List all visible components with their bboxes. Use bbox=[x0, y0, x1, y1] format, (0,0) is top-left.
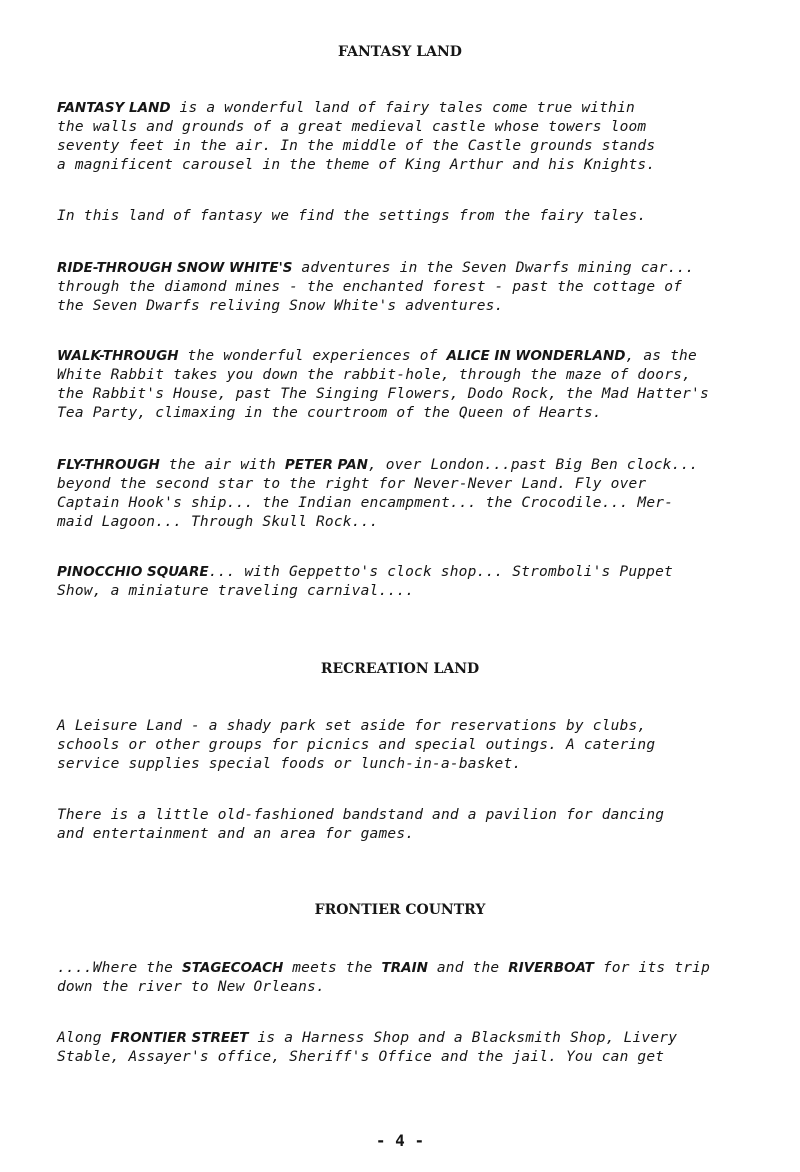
text-line: Show, a miniature traveling carnival.... bbox=[57, 583, 415, 599]
text-line: maid Lagoon... Through Skull Rock... bbox=[57, 514, 379, 530]
text-line: seventy feet in the air. In the middle of the Castle grounds stands bbox=[57, 138, 656, 154]
paragraph-pinocchio bbox=[57, 563, 792, 601]
emphasis-train: TRAIN bbox=[381, 960, 428, 976]
emphasis-riverboat: RIVERBOAT bbox=[508, 960, 594, 976]
text-line: adventures in the Seven Dwarfs mining car... bbox=[292, 260, 695, 276]
paragraph-stagecoach bbox=[57, 959, 792, 997]
paragraph-frontier-street bbox=[57, 1029, 792, 1067]
section-title-frontier-country: FRONTIER COUNTRY bbox=[314, 902, 486, 918]
text-line: the wonderful experiences of bbox=[178, 348, 447, 364]
emphasis-alice: ALICE IN WONDERLAND bbox=[446, 348, 626, 364]
text-line: Along bbox=[57, 1030, 111, 1046]
emphasis-peter-pan: PETER PAN bbox=[284, 457, 368, 473]
paragraph-fantasy-settings bbox=[57, 207, 792, 226]
emphasis-pinocchio-square: PINOCCHIO SQUARE bbox=[57, 564, 209, 580]
text-line: meets the bbox=[283, 960, 382, 976]
text-line: ... with Geppetto's clock shop... Stromboli's Puppet bbox=[208, 564, 673, 580]
text-line: through the diamond mines - the enchanted forest - past the cottage of bbox=[57, 279, 683, 295]
paragraph-alice bbox=[57, 347, 792, 423]
text-line: Stable, Assayer's office, Sheriff's Office and the jail. You can get bbox=[57, 1049, 665, 1065]
emphasis-fly-through: FLY-THROUGH bbox=[57, 457, 160, 473]
emphasis-ride-through: RIDE-THROUGH SNOW WHITE'S bbox=[57, 260, 293, 276]
section-title-recreation-land: RECREATION LAND bbox=[320, 661, 480, 677]
section-title-fantasy-land: FANTASY LAND bbox=[338, 44, 462, 60]
text-line: , as the bbox=[625, 348, 697, 364]
text-line: a magnificent carousel in the theme of King Arthur and his Knights. bbox=[57, 157, 656, 173]
emphasis-walk-through: WALK-THROUGH bbox=[57, 348, 179, 364]
emphasis-stagecoach: STAGECOACH bbox=[182, 960, 284, 976]
paragraph-snow-white bbox=[57, 259, 792, 316]
text-line: In this land of fantasy we find the settings from the fairy tales. bbox=[57, 208, 647, 224]
text-line: Captain Hook's ship... the Indian encampment... the Crocodile... Mer- bbox=[57, 495, 674, 511]
emphasis-frontier-street: FRONTIER STREET bbox=[110, 1030, 249, 1046]
text-line: , over London...past Big Ben clock... bbox=[367, 457, 699, 473]
text-line: A Leisure Land - a shady park set aside for reservations by clubs, bbox=[57, 718, 647, 734]
page-number: - 4 - bbox=[375, 1131, 425, 1150]
text-line: the air with bbox=[159, 457, 285, 473]
text-line: and the bbox=[427, 960, 509, 976]
text-line: ....Where the bbox=[57, 960, 183, 976]
text-line: down the river to New Orleans. bbox=[57, 979, 325, 995]
text-line: service supplies special foods or lunch-in-a-basket. bbox=[57, 756, 522, 772]
text-line: schools or other groups for picnics and special outings. A catering bbox=[57, 737, 656, 753]
text-line: There is a little old-fashioned bandstand and a pavilion for dancing bbox=[57, 807, 665, 823]
text-line: Tea Party, climaxing in the courtroom of the Queen of Hearts. bbox=[57, 405, 602, 421]
text-line: the Seven Dwarfs reliving Snow White's adventures. bbox=[57, 298, 504, 314]
text-line: the walls and grounds of a great medieval castle whose towers loom bbox=[57, 119, 647, 135]
text-line: White Rabbit takes you down the rabbit-hole, through the maze of doors, bbox=[57, 367, 692, 383]
paragraph-leisure-land bbox=[57, 717, 792, 774]
text-line: the Rabbit's House, past The Singing Flowers, Dodo Rock, the Mad Hatter's bbox=[57, 386, 709, 402]
paragraph-bandstand bbox=[57, 806, 792, 844]
text-line: and entertainment and an area for games. bbox=[57, 826, 415, 842]
text-line: for its trip bbox=[593, 960, 710, 976]
emphasis-fantasy-land: FANTASY LAND bbox=[57, 100, 171, 116]
text-line: is a Harness Shop and a Blacksmith Shop, Livery bbox=[248, 1030, 678, 1046]
text-line: is a wonderful land of fairy tales come true within bbox=[170, 100, 635, 116]
text-line: beyond the second star to the right for Never-Never Land. Fly over bbox=[57, 476, 647, 492]
paragraph-fantasy-intro bbox=[57, 99, 792, 175]
paragraph-peter-pan bbox=[57, 456, 792, 532]
